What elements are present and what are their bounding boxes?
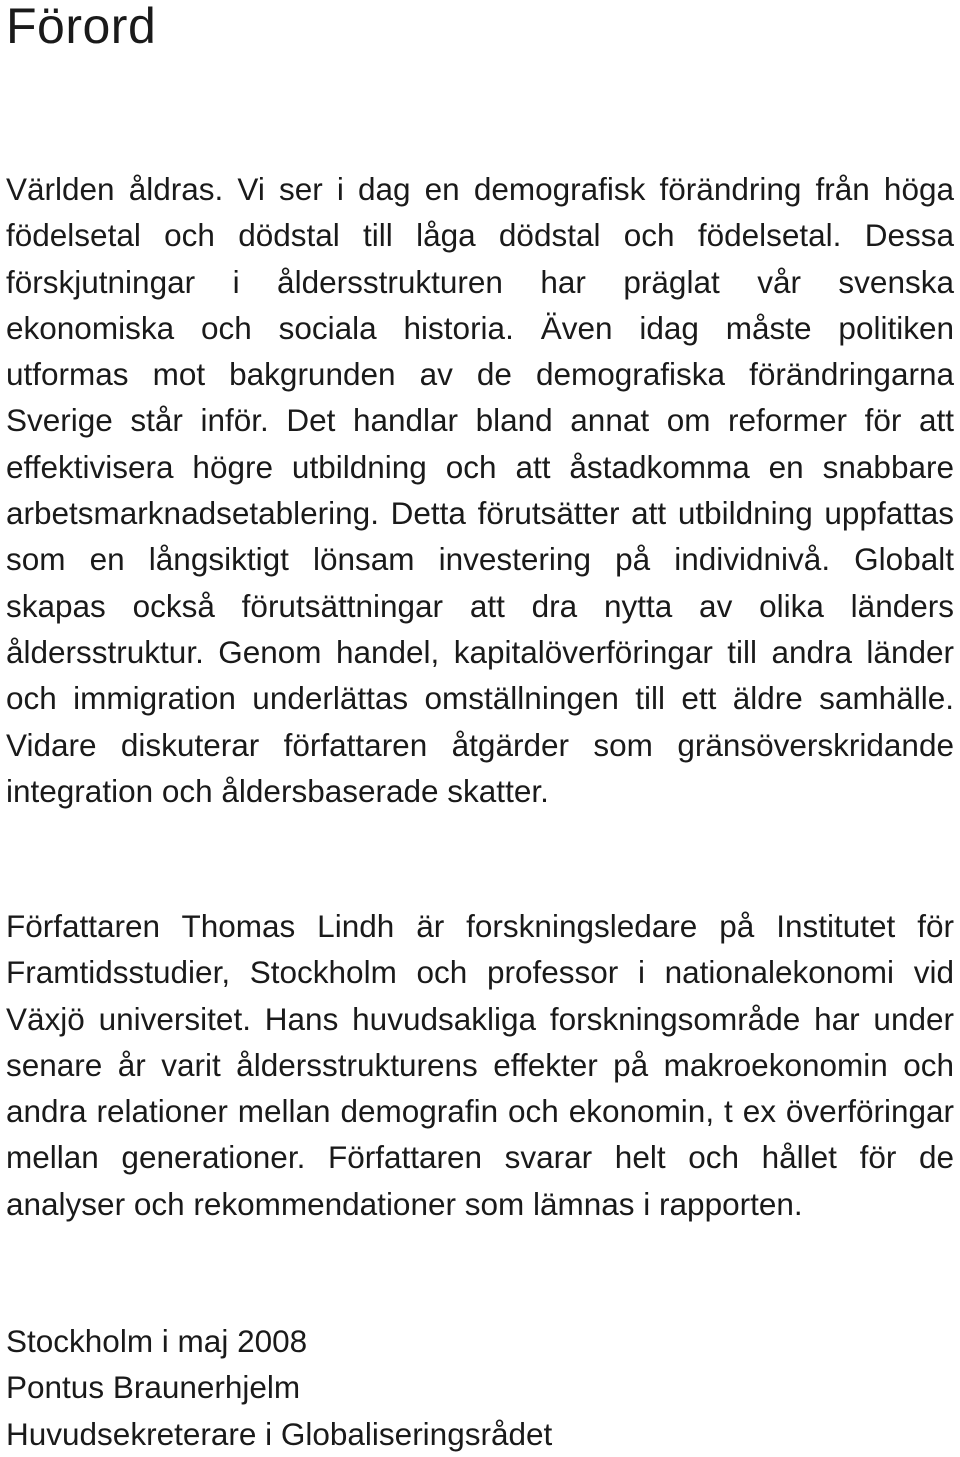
signature-role: Huvudsekreterare i Globaliseringsrådet xyxy=(6,1415,553,1452)
body-paragraph-intro: Världen åldras. Vi ser i dag en demografisk förändring från höga födelsetal och dödstal till låga dödstal och födelsetal. Dessa förskjutningar i åldersstrukturen har präglat vår svenska ekonomiska och sociala historia. Även idag måste politiken utformas mot bakgrunden av de demografiska förändringarna Sverige står inför. Det handlar bland annat om reformer för att effektivisera högre utbildning och att åstadkomma en snabbare arbetsmarknadsetablering. Detta förutsätter att utbildning uppfattas som en långsiktigt lönsam investering på individnivå. Globalt skapas också förutsättningar att dra nytta av olika länders åldersstruktur. Genom handel, kapitalöverföringar till andra länder och immigration underlättas omställningen till ett äldre samhälle. Vidare diskuterar författaren åtgärder som gränsöverskridande integration och åldersbaserade skatter. xyxy=(6,171,954,809)
page-title: Förord xyxy=(6,0,157,54)
signature-block xyxy=(6,1318,552,1457)
signature-name: Pontus Braunerhjelm xyxy=(6,1369,301,1406)
body-paragraph-author: Författaren Thomas Lindh är forskningsledare på Institutet för Framtidsstudier, Stockholm och professor i nationalekonomi vid Växjö universitet. Hans huvudsakliga forskningsområde har under senare år varit åldersstrukturens effekter på makroekonomin och andra relationer mellan demografin och ekonomin, t ex överföringar mellan generationer. Författaren svarar helt och hållet för de analyser och rekommendationer som lämnas i rapporten. xyxy=(6,908,954,1222)
signature-place-date: Stockholm i maj 2008 xyxy=(6,1323,308,1359)
